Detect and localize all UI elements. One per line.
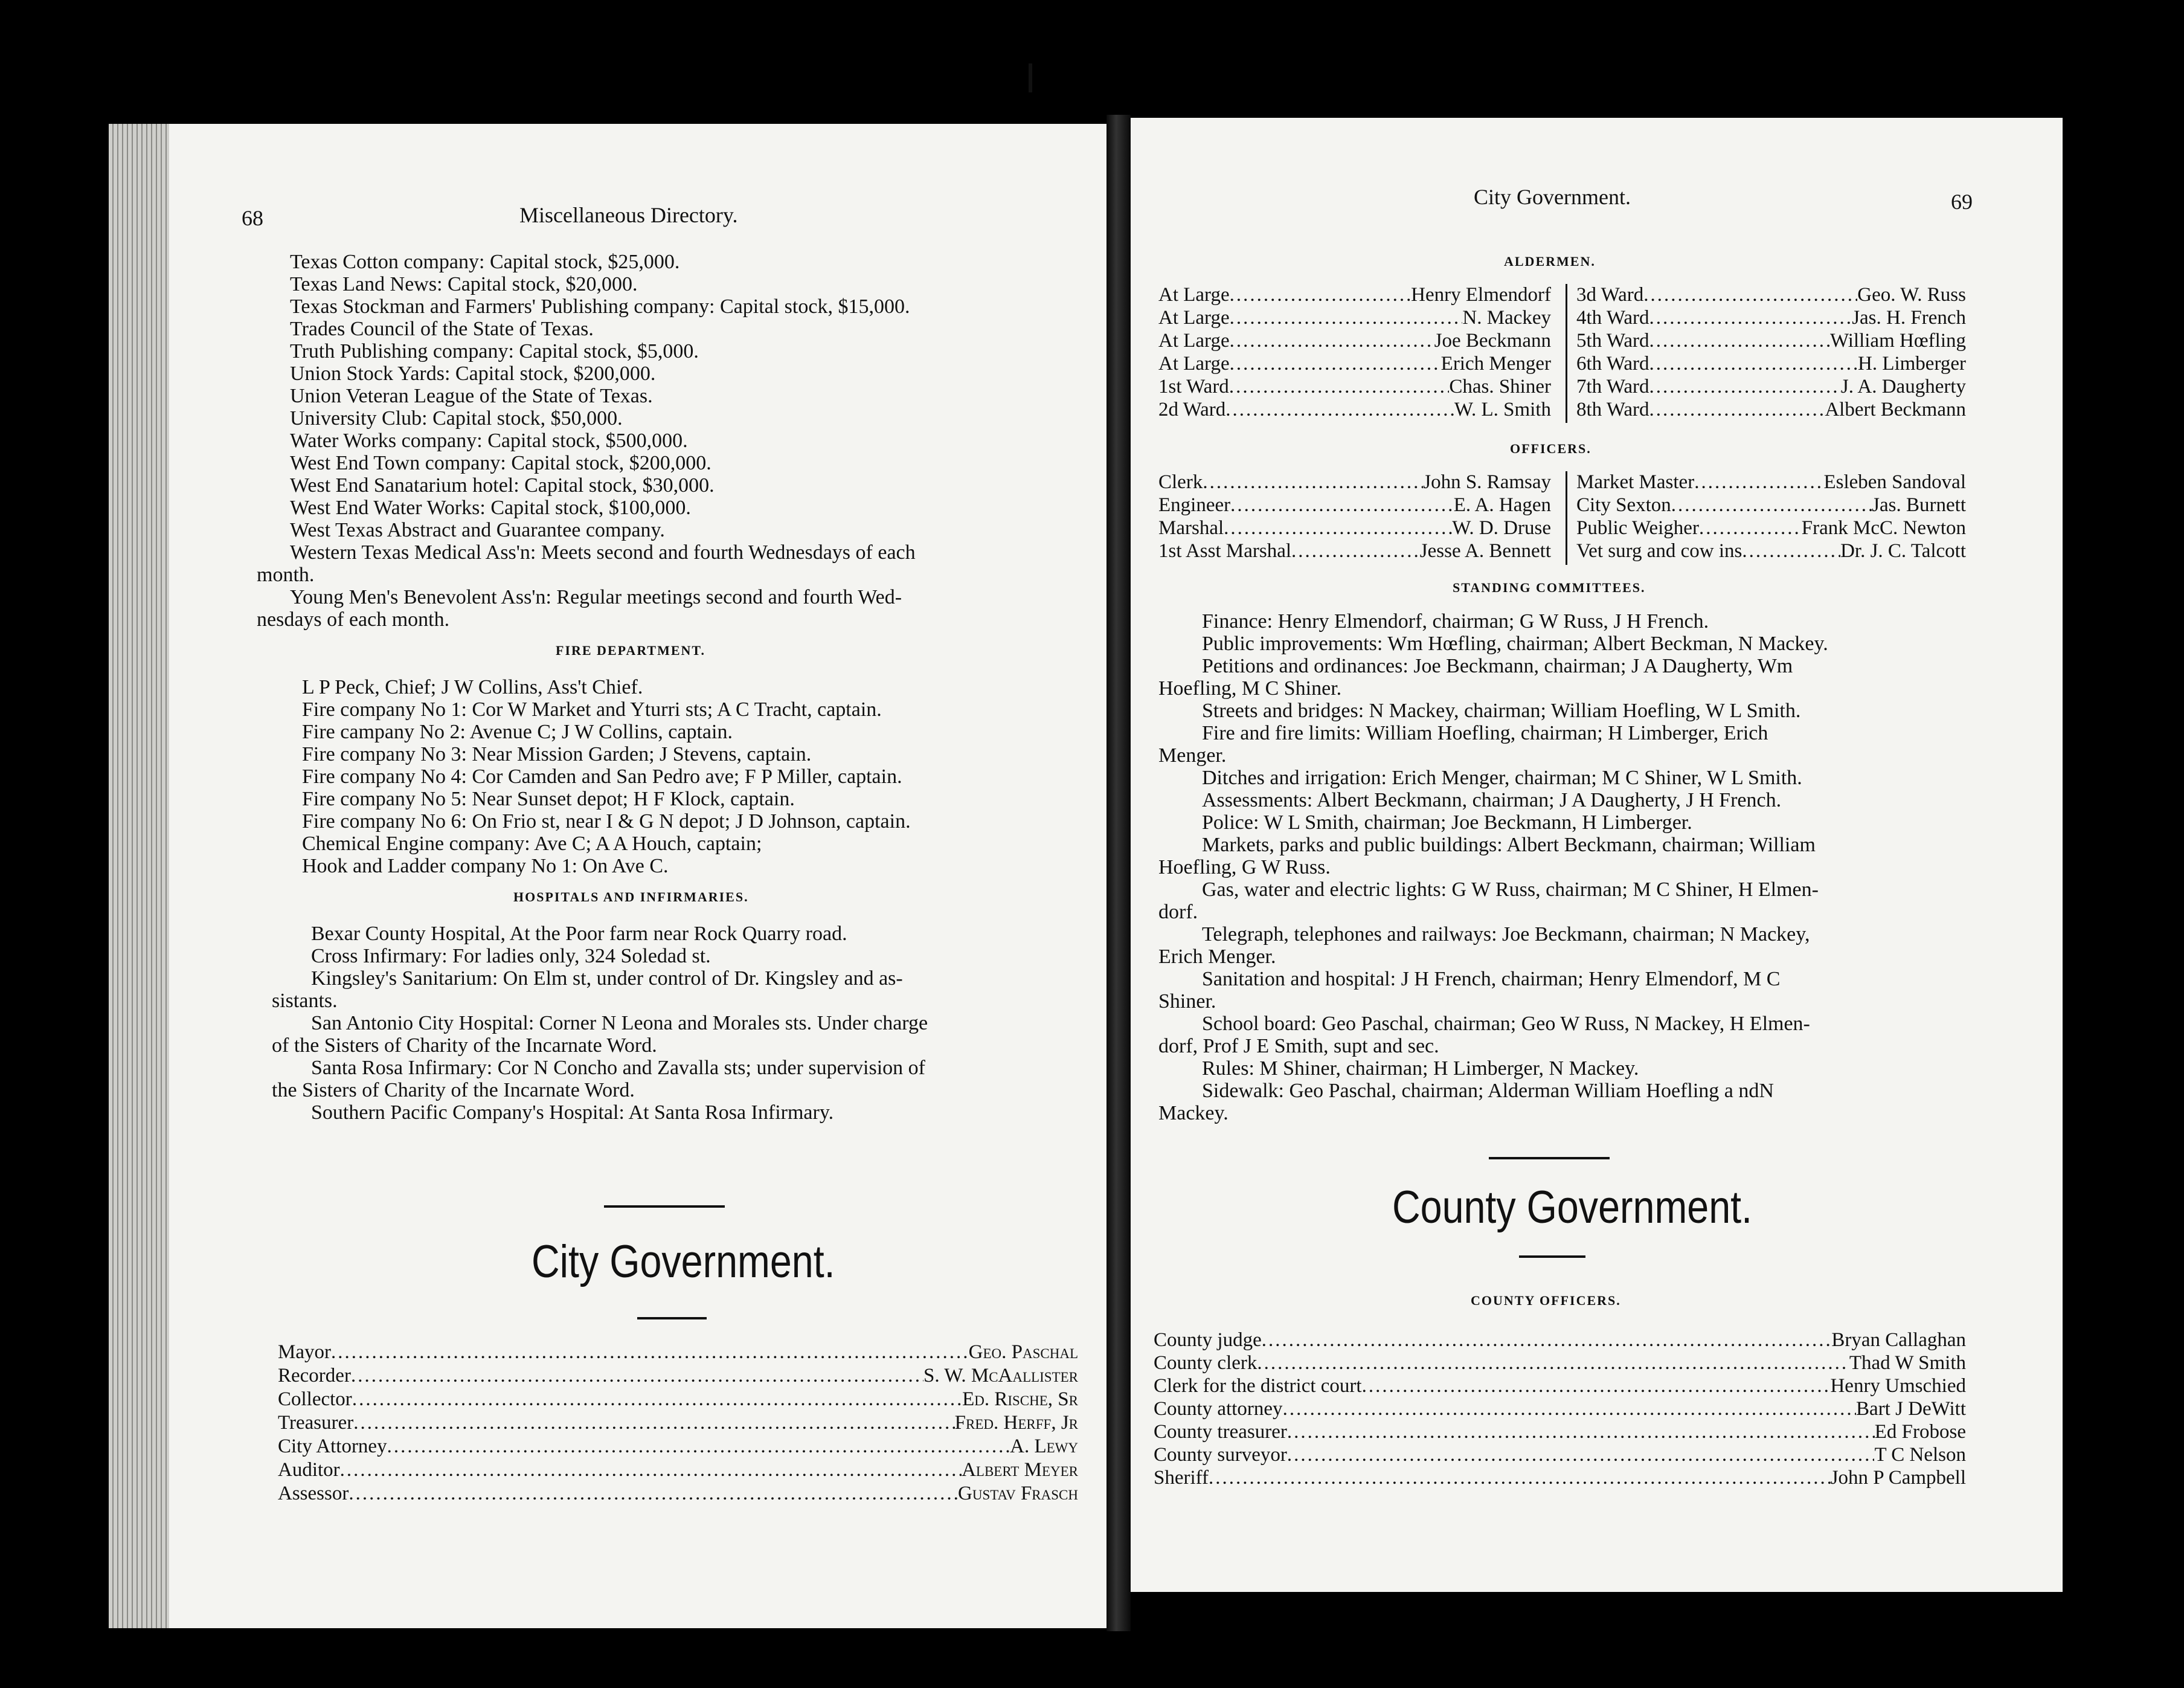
directory-entry: West End Sanatarium hotel: Capital stock, $30,000. [290,474,715,497]
alderman-row-label: 4th Ward [1576,307,1649,329]
committee-entry: Gas, water and electric lights: G W Russ, chairman; M C Shiner, H Elmen- [1202,878,1819,901]
alderman-row [1158,307,1551,329]
alderman-row-label: At Large [1158,353,1230,375]
city-officer-row-label: Auditor [278,1459,340,1481]
committee-entry: Markets, parks and public buildings: Albert Beckmann, chairman; William [1202,834,1816,856]
alderman-row-value: J. A. Daugherty [1840,376,1966,398]
officer-row-leader [1224,517,1452,540]
directory-entry: Union Stock Yards: Capital stock, $200,000. [290,362,656,385]
alderman-row-leader [1230,353,1441,375]
officer-row-label: Marshal [1158,517,1224,539]
directory-entry: West End Water Works: Capital stock, $100,000. [290,497,691,519]
left-page [109,124,1111,1628]
officer-row-leader [1291,540,1420,562]
county-officer-row [1154,1467,1966,1489]
city-officer-row [278,1459,1078,1481]
directory-entry: Texas Stockman and Farmers' Publishing company: Capital stock, $15,000. [290,295,910,318]
directory-entry: nesdays of each month. [257,608,450,631]
alderman-row [1158,284,1551,306]
committee-entry: Mackey. [1158,1102,1228,1124]
county-officer-row-label: Clerk for the district court [1154,1375,1362,1397]
directory-entry: West End Town company: Capital stock, $200,000. [290,452,711,474]
officer-row-value: Frank McC. Newton [1801,517,1966,539]
officer-row-label: Public Weigher [1576,517,1699,539]
officers-heading: OFFICERS. [1510,441,1591,456]
city-government-heading: City Government. [532,1236,835,1287]
alderman-row-label: 8th Ward [1576,399,1649,420]
alderman-row-value: Jas. H. French [1852,307,1966,329]
county-officer-row [1154,1352,1966,1374]
alderman-row-value: W. L. Smith [1454,399,1551,420]
city-officer-row-value: Fred. Herff, Jr [954,1412,1078,1434]
alderman-row [1576,399,1966,421]
alderman-row-leader [1225,399,1454,421]
alderman-row-leader [1230,307,1463,329]
alderman-row-label: 5th Ward [1576,330,1649,352]
book-gutter [1106,115,1131,1631]
hospital-entry: sistants. [272,990,338,1012]
fire-entry: Fire company No 5: Near Sunset depot; H F Klock, captain. [302,788,795,810]
alderman-row-leader [1230,330,1434,352]
officer-row-value: John S. Ramsay [1423,471,1551,493]
county-officer-row-value: Ed Frobose [1874,1421,1966,1443]
aldermen-heading: ALDERMEN. [1504,254,1596,269]
officer-row [1576,540,1966,562]
directory-entry: Union Veteran League of the State of Texas. [290,385,653,407]
fire-entry: Fire company No 4: Cor Camden and San Pedro ave; F P Miller, captain. [302,765,902,788]
city-officer-row-leader [352,1388,962,1411]
committee-entry: Streets and bridges: N Mackey, chairman; William Hoefling, W L Smith. [1202,700,1801,722]
committee-entry: dorf, Prof J E Smith, supt and sec. [1158,1035,1439,1057]
officer-row [1576,471,1966,494]
officer-row-leader [1203,471,1423,494]
county-officer-row [1154,1444,1966,1466]
committee-entry: Assessments: Albert Beckmann, chairman; J A Daugherty, J H French. [1202,789,1782,811]
county-officer-row-label: County attorney [1154,1398,1283,1420]
city-officer-row-value: Ed. Rische, Sr [962,1388,1078,1410]
alderman-row-leader [1649,307,1852,329]
city-officer-row-leader [348,1483,958,1505]
fire-entry: Fire company No 3: Near Mission Garden; J Stevens, captain. [302,743,812,765]
directory-entry: Texas Cotton company: Capital stock, $25,000. [290,251,680,273]
county-officer-row [1154,1398,1966,1420]
alderman-row [1158,353,1551,375]
alderman-row [1576,307,1966,329]
county-officer-row-leader [1262,1329,1832,1351]
committee-entry: Hoefling, G W Russ. [1158,856,1331,878]
alderman-row-value: Chas. Shiner [1449,376,1551,398]
officer-row-label: Market Master [1576,471,1695,493]
hospital-entry: San Antonio City Hospital: Corner N Leona and Morales sts. Under charge [311,1012,928,1034]
officer-row-leader [1694,471,1823,494]
officer-row [1158,540,1551,562]
county-officer-row-leader [1362,1375,1831,1397]
alderman-row-label: 1st Ward [1158,376,1229,398]
officer-row-label: Clerk [1158,471,1203,493]
officer-row [1158,494,1551,517]
officer-row-label: 1st Asst Marshal [1158,540,1292,562]
hospital-entry: of the Sisters of Charity of the Incarnate Word. [272,1034,657,1057]
alderman-row-leader [1649,376,1840,398]
city-officer-row [278,1388,1078,1411]
alderman-row [1576,284,1966,306]
city-officer-row-value: Geo. Paschal [968,1341,1078,1363]
city-officer-row-leader [340,1459,962,1481]
directory-entry: West Texas Abstract and Guarantee company. [290,519,665,541]
committee-entry: Public improvements: Wm Hœfling, chairman; Albert Beckman, N Mackey. [1202,633,1828,655]
alderman-row-value: Geo. W. Russ [1857,284,1966,306]
city-officer-row [278,1435,1078,1458]
page-number: 68 [242,206,263,230]
county-officer-row-value: Bart J DeWitt [1856,1398,1966,1420]
directory-entry: Truth Publishing company: Capital stock, $5,000. [290,340,699,362]
alderman-row-value: Erich Menger [1440,353,1551,375]
officer-row-value: E. A. Hagen [1453,494,1551,516]
city-officer-row-label: City Attorney [278,1435,387,1457]
alderman-row-label: At Large [1158,330,1230,352]
officer-row-value: Dr. J. C. Talcott [1840,540,1966,562]
alderman-row-label: At Large [1158,284,1230,306]
directory-entry: Water Works company: Capital stock, $500,000. [290,430,688,452]
hospital-entry: Bexar County Hospital, At the Poor farm near Rock Quarry road. [311,923,847,945]
officer-row [1576,494,1966,517]
hospital-entry: Kingsley's Sanitarium: On Elm st, under control of Dr. Kingsley and as- [311,967,903,990]
page-edges [109,124,169,1628]
officer-row-leader [1699,517,1802,540]
county-officer-row-label: Sheriff [1154,1467,1209,1489]
directory-entry: Young Men's Benevolent Ass'n: Regular meetings second and fourth Wed- [290,586,902,608]
city-officer-row-label: Recorder [278,1365,351,1387]
committee-entry: Ditches and irrigation: Erich Menger, chairman; M C Shiner, W L Smith. [1202,767,1802,789]
column-divider [1566,471,1567,565]
officer-row-value: Jesse A. Bennett [1419,540,1551,562]
alderman-row [1576,353,1966,375]
city-officer-row [278,1365,1078,1387]
officer-row-label: City Sexton [1576,494,1671,516]
city-officer-row-leader [387,1435,1010,1458]
divider-rule [637,1317,707,1319]
county-officer-row-label: County treasurer [1154,1421,1287,1443]
divider-rule [604,1205,725,1208]
fire-entry: Fire company No 6: On Frio st, near I & G N depot; J D Johnson, captain. [302,810,911,833]
city-officer-row-label: Collector [278,1388,352,1410]
alderman-row-leader [1643,284,1857,306]
officer-row-value: Esleben Sandoval [1823,471,1966,493]
alderman-row-label: 2d Ward [1158,399,1226,420]
scan-speck [1029,63,1032,92]
hospital-entry: the Sisters of Charity of the Incarnate Word. [272,1079,635,1101]
alderman-row-value: Joe Beckmann [1434,330,1551,352]
alderman-row [1576,330,1966,352]
officer-row-value: Jas. Burnett [1872,494,1966,516]
county-officers-heading: COUNTY OFFICERS. [1471,1293,1621,1308]
county-officer-row-leader [1287,1444,1875,1466]
alderman-row-leader [1649,399,1825,421]
alderman-row-value: H. Limberger [1857,353,1966,375]
alderman-row [1576,376,1966,398]
committee-entry: Shiner. [1158,990,1216,1013]
city-officer-row-leader [353,1412,954,1434]
alderman-row-label: 7th Ward [1576,376,1649,398]
county-officer-row [1154,1375,1966,1397]
committee-entry: Telegraph, telephones and railways: Joe Beckmann, chairman; N Mackey, [1202,923,1810,945]
county-officer-row-leader [1287,1421,1875,1443]
fire-entry: Fire campany No 2: Avenue C; J W Collins, captain. [302,721,733,743]
alderman-row-value: N. Mackey [1462,307,1551,329]
officer-row-value: W. D. Druse [1452,517,1551,539]
city-officer-row [278,1412,1078,1434]
fire-entry: Chemical Engine company: Ave C; A A Houch, captain; [302,833,762,855]
county-officer-row-value: Bryan Callaghan [1831,1329,1966,1351]
alderman-row-label: 3d Ward [1576,284,1644,306]
hospital-entry: Cross Infirmary: For ladies only, 324 Soledad st. [311,945,711,967]
alderman-row-label: 6th Ward [1576,353,1649,375]
right-page [1126,118,2063,1592]
alderman-row-label: At Large [1158,307,1230,329]
officer-row-leader [1671,494,1872,517]
alderman-row-value: Albert Beckmann [1825,399,1966,420]
county-officer-row-value: Thad W Smith [1849,1352,1966,1374]
standing-committees-heading: STANDING COMMITTEES. [1453,580,1646,595]
county-officer-row [1154,1421,1966,1443]
committee-entry: Finance: Henry Elmendorf, chairman; G W Russ, J H French. [1202,610,1709,633]
officer-row [1158,471,1551,494]
city-officer-row-value: A. Lewy [1010,1435,1078,1457]
officer-row [1576,517,1966,540]
committee-entry: Hoefling, M C Shiner. [1158,677,1342,700]
county-officer-row-value: T C Nelson [1874,1444,1966,1466]
alderman-row [1158,330,1551,352]
county-officer-row-value: Henry Umschied [1830,1375,1966,1397]
alderman-row-leader [1229,376,1450,398]
directory-entry: Texas Land News: Capital stock, $20,000. [290,273,638,295]
committee-entry: Erich Menger. [1158,945,1276,968]
officer-row-label: Vet surg and cow ins [1576,540,1742,562]
officer-row-label: Engineer [1158,494,1231,516]
fire-entry: Hook and Ladder company No 1: On Ave C. [302,855,669,877]
county-government-heading: County Government. [1392,1182,1753,1233]
city-officer-row-value: Albert Meyer [962,1459,1078,1481]
divider-rule [1519,1255,1585,1258]
city-officer-row [278,1341,1078,1364]
running-title: City Government. [1474,185,1631,209]
committee-entry: Police: W L Smith, chairman; Joe Beckmann, H Limberger. [1202,811,1692,834]
alderman-row-value: William Hœfling [1829,330,1966,352]
alderman-row [1158,399,1551,421]
directory-entry: University Club: Capital stock, $50,000. [290,407,623,430]
county-officer-row-leader [1257,1352,1849,1374]
officer-row-leader [1742,540,1840,562]
county-officer-row [1154,1329,1966,1351]
committee-entry: Menger. [1158,744,1227,767]
hospital-entry: Santa Rosa Infirmary: Cor N Concho and Zavalla sts; under supervision of [311,1057,925,1079]
hospital-entry: Southern Pacific Company's Hospital: At Santa Rosa Infirmary. [311,1101,834,1124]
directory-entry: Trades Council of the State of Texas. [290,318,594,340]
county-officer-row-leader [1209,1467,1831,1489]
city-officer-row-label: Mayor [278,1341,331,1363]
county-officer-row-label: County clerk [1154,1352,1257,1374]
running-title: Miscellaneous Directory. [519,203,738,227]
committee-entry: School board: Geo Paschal, chairman; Geo W Russ, N Mackey, H Elmen- [1202,1013,1810,1035]
city-officer-row-leader [331,1341,969,1364]
committee-entry: Sanitation and hospital: J H French, chairman; Henry Elmendorf, M C [1202,968,1781,990]
city-officer-row-label: Assessor [278,1483,349,1504]
committee-entry: Fire and fire limits: William Hoefling, chairman; H Limberger, Erich [1202,722,1768,744]
page-number: 69 [1951,190,1973,214]
committee-entry: dorf. [1158,901,1198,923]
city-officer-row-value: Gustav Frasch [958,1483,1078,1504]
officer-row-leader [1230,494,1454,517]
fire-department-heading: FIRE DEPARTMENT. [556,643,705,658]
committee-entry: Rules: M Shiner, chairman; H Limberger, N Mackey. [1202,1057,1639,1080]
column-divider [1566,284,1567,423]
officer-row [1158,517,1551,540]
city-officer-row-label: Treasurer [278,1412,354,1434]
committee-entry: Petitions and ordinances: Joe Beckmann, chairman; J A Daugherty, Wm [1202,655,1793,677]
fire-entry: Fire company No 1: Cor W Market and Yturri sts; A C Tracht, captain. [302,698,882,721]
alderman-row-leader [1649,353,1858,375]
hospitals-heading: HOSPITALS AND INFIRMARIES. [513,889,749,904]
city-officer-row [278,1483,1078,1505]
city-officer-row-leader [351,1365,923,1387]
alderman-row-value: Henry Elmendorf [1411,284,1551,306]
fire-entry: L P Peck, Chief; J W Collins, Ass't Chief. [302,676,643,698]
city-officer-row-value: S. W. McAallister [923,1365,1078,1387]
directory-entry: month. [257,564,315,586]
county-officer-row-value: John P Campbell [1830,1467,1966,1489]
directory-entry: Western Texas Medical Ass'n: Meets second and fourth Wednesdays of each [290,541,916,564]
alderman-row-leader [1649,330,1829,352]
alderman-row-leader [1230,284,1412,306]
committee-entry: Sidewalk: Geo Paschal, chairman; Alderman William Hoefling a ndN [1202,1080,1774,1102]
county-officer-row-leader [1283,1398,1856,1420]
divider-rule [1489,1157,1610,1159]
county-officer-row-label: County judge [1154,1329,1262,1351]
county-officer-row-label: County surveyor [1154,1444,1287,1466]
alderman-row [1158,376,1551,398]
